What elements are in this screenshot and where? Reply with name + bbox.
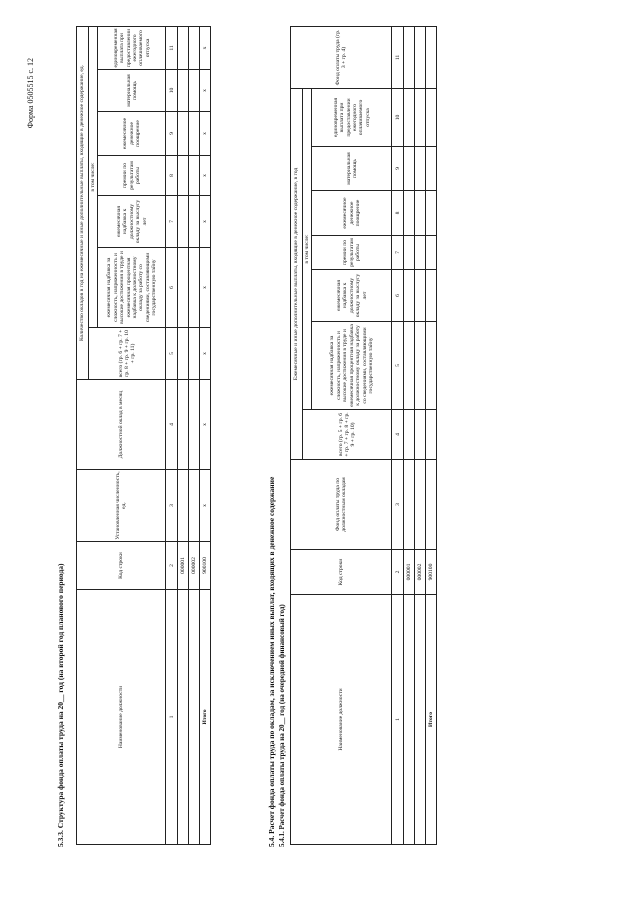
value-cell[interactable] [426, 236, 437, 270]
value-cell[interactable] [178, 248, 189, 328]
col-number: 4 [392, 410, 404, 460]
col-number: 3 [166, 470, 178, 542]
total-label: Итого [200, 590, 211, 845]
total-code: 900100 [426, 550, 437, 595]
value-cell[interactable] [415, 26, 426, 88]
x-mark: x [200, 248, 211, 328]
value-cell[interactable] [178, 380, 189, 470]
header-supplements-group: Количество окладов в год на ежемесячные и иные дополнительные выплаты, входящие в денежное содержание, ед. [77, 26, 89, 379]
value-cell[interactable] [426, 460, 437, 550]
value-cell[interactable] [415, 191, 426, 236]
header-supplements-group: Ежемесячные и иные дополнительные выплаты, входящие в денежное содержание, в год [291, 88, 303, 459]
col-number: 6 [392, 270, 404, 322]
col-number: 9 [166, 112, 178, 156]
value-cell[interactable] [404, 270, 415, 322]
name-cell[interactable] [415, 595, 426, 845]
col-number: 2 [166, 542, 178, 590]
header-col7: ежемесячная надбавка к должностному окладу за выслугу лет [98, 196, 166, 248]
col-number: 10 [166, 70, 178, 112]
x-mark: x [200, 380, 211, 470]
value-cell[interactable] [415, 322, 426, 410]
header-staff: Установленная численность, ед. [77, 470, 166, 542]
col-number: 9 [392, 147, 404, 191]
value-cell[interactable] [404, 322, 415, 410]
value-cell[interactable] [404, 147, 415, 191]
header-salary: Должностной оклад в месяц [77, 380, 166, 470]
header-fund-salary: Фонд оплаты труда по должностным окладам [291, 460, 392, 550]
value-cell[interactable] [189, 196, 200, 248]
value-cell[interactable] [426, 26, 437, 88]
value-cell[interactable] [415, 460, 426, 550]
value-cell[interactable] [415, 147, 426, 191]
col-number: 11 [392, 26, 404, 88]
col-number: 5 [392, 322, 404, 410]
col-number: 3 [392, 460, 404, 550]
x-mark: x [200, 112, 211, 156]
table-row [189, 26, 200, 844]
header-name: Наименование должности [291, 595, 392, 845]
value-cell[interactable] [178, 26, 189, 69]
table-row [404, 26, 415, 844]
name-cell[interactable] [178, 590, 189, 845]
value-cell[interactable] [404, 460, 415, 550]
value-cell[interactable] [426, 270, 437, 322]
header-col9: ежемесячное денежное поощрение [98, 112, 166, 156]
col-number: 11 [166, 26, 178, 69]
value-cell[interactable] [189, 70, 200, 112]
value-cell[interactable] [189, 248, 200, 328]
value-cell[interactable] [189, 26, 200, 69]
value-cell[interactable] [189, 112, 200, 156]
header-col7: премии по результатам работы [312, 236, 392, 270]
col-number: 6 [166, 248, 178, 328]
header-incl: в том числе: [89, 26, 98, 327]
name-cell[interactable] [404, 595, 415, 845]
x-mark: x [200, 156, 211, 196]
header-col6: ежемесячная надбавка к должностному окладу за выслугу лет [312, 270, 392, 322]
total-label: Итого [426, 595, 437, 845]
value-cell[interactable] [178, 196, 189, 248]
value-cell[interactable] [426, 147, 437, 191]
col-number: 4 [166, 380, 178, 470]
x-mark: x [200, 470, 211, 542]
section-54-title: 5.4. Расчет фонда оплаты труда по окладам, за исключением иных выплат, входящих в денежное содержание [267, 476, 276, 847]
table-row [178, 26, 189, 844]
header-code: Код строки [77, 542, 166, 590]
value-cell[interactable] [415, 236, 426, 270]
value-cell[interactable] [415, 88, 426, 146]
header-incl: в том числе: [303, 88, 312, 409]
header-name: Наименование должности [77, 590, 166, 845]
form-reference: Форма 0505515 с. 12 [26, 58, 35, 129]
value-cell[interactable] [426, 88, 437, 146]
header-col6: ежемесячная надбавка за сложность, напряженность и высокие достижения в труде и ежемесячная процентная надбавка к должностному окладу за работу со сведениями, составляющими государственную тайну [98, 248, 166, 328]
header-col5: ежемесячная надбавка за сложность, напряженность и высокие достижения в труде и ежемесячная процентная надбавка к должностному окладу за работу со сведениями, составляющими государственную тайну [312, 322, 392, 410]
col-number: 7 [392, 236, 404, 270]
value-cell[interactable] [189, 380, 200, 470]
x-mark: x [200, 70, 211, 112]
value-cell[interactable] [189, 156, 200, 196]
row-code: 000002 [189, 542, 200, 590]
header-fund-total: Фонд оплаты труда (гр. 3 + гр. 4) [291, 26, 392, 88]
x-mark: x [200, 196, 211, 248]
value-cell[interactable] [426, 410, 437, 460]
col-number: 5 [166, 328, 178, 380]
value-cell[interactable] [404, 410, 415, 460]
x-mark: x [200, 26, 211, 69]
header-col8: ежемесячное денежное поощрение [312, 191, 392, 236]
x-mark: x [200, 328, 211, 380]
col-number: 1 [392, 595, 404, 845]
header-total: всего (гр. 6 + гр. 7 + гр. 8 + гр. 9 + гр. 10 + гр. 11) [89, 328, 166, 380]
total-row [200, 26, 211, 844]
header-col10: единовременная выплата при предоставлении ежегодного оплачиваемого отпуска [312, 88, 392, 146]
col-number: 10 [392, 88, 404, 146]
section-533-title: 5.3.3. Структура фонда оплаты труда на 20__ год (на второй год планового периода) [56, 563, 65, 847]
row-code: 000001 [178, 542, 189, 590]
value-cell[interactable] [415, 270, 426, 322]
col-number: 1 [166, 590, 178, 845]
value-cell[interactable] [189, 328, 200, 380]
header-col8: премии по результатам работы [98, 156, 166, 196]
header-total: всего (гр. 5 + гр. 6 + гр. 7 + гр. 8 + гр. 9 + гр. 10) [303, 410, 392, 460]
header-col9: материальная помощь [312, 147, 392, 191]
value-cell[interactable] [178, 328, 189, 380]
total-row [426, 26, 437, 844]
row-code: 000002 [415, 550, 426, 595]
value-cell[interactable] [178, 112, 189, 156]
value-cell[interactable] [178, 470, 189, 542]
value-cell[interactable] [415, 410, 426, 460]
section-533-table [76, 26, 211, 845]
col-number: 8 [166, 156, 178, 196]
section-541-title: 5.4.1. Расчет фонда оплаты труда на 20__ год (на очередной финансовый год) [278, 604, 286, 847]
value-cell[interactable] [404, 88, 415, 146]
value-cell[interactable] [404, 26, 415, 88]
name-cell[interactable] [189, 590, 200, 845]
col-number: 7 [166, 196, 178, 248]
row-code: 000001 [404, 550, 415, 595]
col-number: 8 [392, 191, 404, 236]
column-number-row [392, 26, 404, 844]
value-cell[interactable] [178, 70, 189, 112]
value-cell[interactable] [404, 236, 415, 270]
value-cell[interactable] [426, 322, 437, 410]
header-code: Код строки [291, 550, 392, 595]
value-cell[interactable] [404, 191, 415, 236]
value-cell[interactable] [189, 470, 200, 542]
section-541-table [290, 26, 437, 845]
total-code: 900100 [200, 542, 211, 590]
column-number-row [166, 26, 178, 844]
header-col11: единовременная выплата при предоставлении ежегодного оплачиваемого отпуска [98, 26, 166, 69]
value-cell[interactable] [426, 191, 437, 236]
table-row [415, 26, 426, 844]
header-col10: материальная помощь [98, 70, 166, 112]
value-cell[interactable] [178, 156, 189, 196]
col-number: 2 [392, 550, 404, 595]
